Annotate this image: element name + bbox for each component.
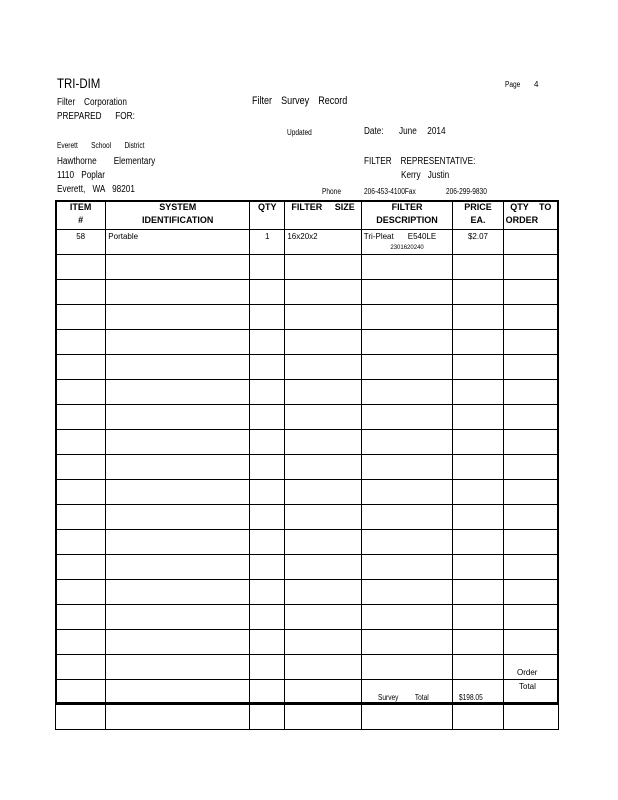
cell-system [106,280,250,305]
cell-size [285,480,361,505]
prepared-for-label: PREPARED FOR: [57,111,135,122]
cell-order [503,430,558,455]
rep-name: Kerry Justin [401,170,450,181]
cell-item [56,305,106,330]
cell-price [453,630,503,655]
cell-size [285,705,361,730]
cell-order [503,330,558,355]
cell-system [106,705,250,730]
cell-qty [250,255,285,280]
table-row [56,380,559,405]
cell-system [106,455,250,480]
cell-price [453,430,503,455]
cell-system: Portable [106,230,250,255]
cell-system [106,530,250,555]
cell-item [56,505,106,530]
cell-description [361,655,453,680]
cell-order [503,555,558,580]
cell-description [361,705,453,730]
cell-system [106,580,250,605]
cell-price [453,330,503,355]
updated-label: Updated [287,128,312,137]
col-price-header: PRICE EA. [453,201,503,230]
cell-size [285,455,361,480]
cell-qty [250,405,285,430]
cell-system [106,355,250,380]
cell-item [56,280,106,305]
cell-item: 58 [56,230,106,255]
cell-item [56,605,106,630]
col-qty-header: QTY [250,201,285,230]
cell-description [361,605,453,630]
cell-system [106,305,250,330]
cell-price [453,255,503,280]
cell-qty [250,705,285,730]
cell-item [56,330,106,355]
cell-size [285,630,361,655]
cell-system [106,430,250,455]
cell-price [453,530,503,555]
cell-item [56,555,106,580]
cell-description [361,405,453,430]
cell-description [361,505,453,530]
cell-size [285,355,361,380]
cell-size [285,305,361,330]
cell-qty [250,505,285,530]
cell-qty [250,530,285,555]
table-row [56,580,559,605]
cell-system [106,680,250,705]
table-row [56,280,559,305]
table-row [56,455,559,480]
table-row [56,530,559,555]
cell-system [106,480,250,505]
cell-description: Tri-Pleat E540LE 2301620240 [361,230,453,255]
cell-system [106,380,250,405]
cell-price [453,455,503,480]
col-description-header: FILTER DESCRIPTION [361,201,453,230]
cell-item [56,705,106,730]
cell-size [285,505,361,530]
cell-qty [250,630,285,655]
cell-qty [250,380,285,405]
cell-qty [250,305,285,330]
customer-city: Everett, WA 98201 [57,184,135,195]
cell-description [361,380,453,405]
cell-price [453,605,503,630]
cell-system [106,630,250,655]
cell-item [56,630,106,655]
cell-order [503,280,558,305]
cell-item [56,655,106,680]
cell-qty [250,580,285,605]
cell-size [285,430,361,455]
cell-order [503,355,558,380]
table-row [56,255,559,280]
phone-label: Phone [322,187,341,196]
cell-system [106,255,250,280]
cell-price [453,280,503,305]
table-row [56,305,559,330]
table-row [56,405,559,430]
cell-size [285,330,361,355]
customer-street: 1110 Poplar [57,170,105,181]
cell-size [285,380,361,405]
cell-qty [250,355,285,380]
table-row [56,555,559,580]
cell-size [285,280,361,305]
cell-order [503,405,558,430]
cell-order [503,305,558,330]
table-row [56,605,559,630]
cell-price [453,480,503,505]
cell-qty [250,605,285,630]
cell-item [56,680,106,705]
col-system-header: SYSTEM IDENTIFICATION [106,201,250,230]
rep-label: FILTER REPRESENTATIVE: [364,156,476,167]
cell-price [453,655,503,680]
date-label: Date: [364,126,384,137]
table-row [56,630,559,655]
customer-school: Hawthorne Elementary [57,156,156,167]
cell-order [503,505,558,530]
survey-total-value: $198.05 [459,693,483,702]
cell-item [56,255,106,280]
page-label: Page [505,80,521,89]
cell-price [453,505,503,530]
cell-size [285,255,361,280]
page-number: 4 [534,80,539,89]
cell-description [361,630,453,655]
survey-table [55,200,559,730]
cell-size [285,680,361,705]
cell-order [503,630,558,655]
cell-description [361,555,453,580]
cell-system [106,330,250,355]
cell-qty [250,455,285,480]
cell-price [453,580,503,605]
record-title: Filter Survey Record [252,95,348,107]
cell-qty: 1 [250,230,285,255]
fax-value: 206-299-9830 [446,187,487,196]
cell-qty [250,680,285,705]
phone-value: 206-453-4100Fax [364,187,416,196]
cell-order [503,580,558,605]
cell-qty [250,655,285,680]
order-label: Order [517,668,538,677]
cell-item [56,455,106,480]
cell-price [453,555,503,580]
cell-order [503,705,558,730]
cell-item [56,405,106,430]
cell-price: $2.07 [453,230,503,255]
cell-description [361,330,453,355]
cell-price [453,705,503,730]
cell-system [106,605,250,630]
company-name: TRI-DIM [57,75,101,91]
cell-description [361,305,453,330]
cell-qty [250,430,285,455]
cell-qty [250,280,285,305]
cell-qty [250,480,285,505]
company-subtitle: Filter Corporation [57,97,127,108]
cell-system [106,405,250,430]
cell-size [285,655,361,680]
table-row [56,430,559,455]
cell-description [361,255,453,280]
cell-size [285,405,361,430]
table-row [56,505,559,530]
cell-description [361,280,453,305]
cell-size [285,605,361,630]
cell-item [56,380,106,405]
cell-system [106,655,250,680]
cell-price [453,380,503,405]
date-value: June 2014 [399,126,446,137]
table-row [56,655,559,680]
cell-item [56,355,106,380]
table-header-row [56,201,559,230]
cell-size [285,555,361,580]
col-size-header: FILTER SIZE [285,201,361,230]
cell-description [361,455,453,480]
cell-order [503,530,558,555]
cell-description [361,430,453,455]
cell-item [56,580,106,605]
cell-item [56,480,106,505]
cell-order [503,605,558,630]
cell-system [106,555,250,580]
table-row [56,230,559,255]
cell-size: 16x20x2 [285,230,361,255]
table-row [56,480,559,505]
cell-qty [250,330,285,355]
cell-order [503,480,558,505]
cell-order [503,255,558,280]
cell-price [453,305,503,330]
cell-item [56,530,106,555]
cell-order [503,380,558,405]
cell-qty [250,555,285,580]
cell-size [285,530,361,555]
table-row [56,330,559,355]
col-item-header: ITEM # [56,201,106,230]
table-row [56,355,559,380]
customer-name: Everett School District [57,141,145,150]
cell-description [361,355,453,380]
cell-price [453,405,503,430]
cell-description [361,580,453,605]
cell-description [361,480,453,505]
cell-item [56,430,106,455]
col-order-header: QTY TO ORDER [503,201,558,230]
total-label: Total [519,682,536,691]
survey-total-label: Survey Total [378,693,429,702]
cell-price [453,355,503,380]
table-row [56,680,559,705]
table-row [56,705,559,730]
cell-order [503,455,558,480]
cell-size [285,580,361,605]
cell-description [361,530,453,555]
cell-order [503,230,558,255]
cell-system [106,505,250,530]
